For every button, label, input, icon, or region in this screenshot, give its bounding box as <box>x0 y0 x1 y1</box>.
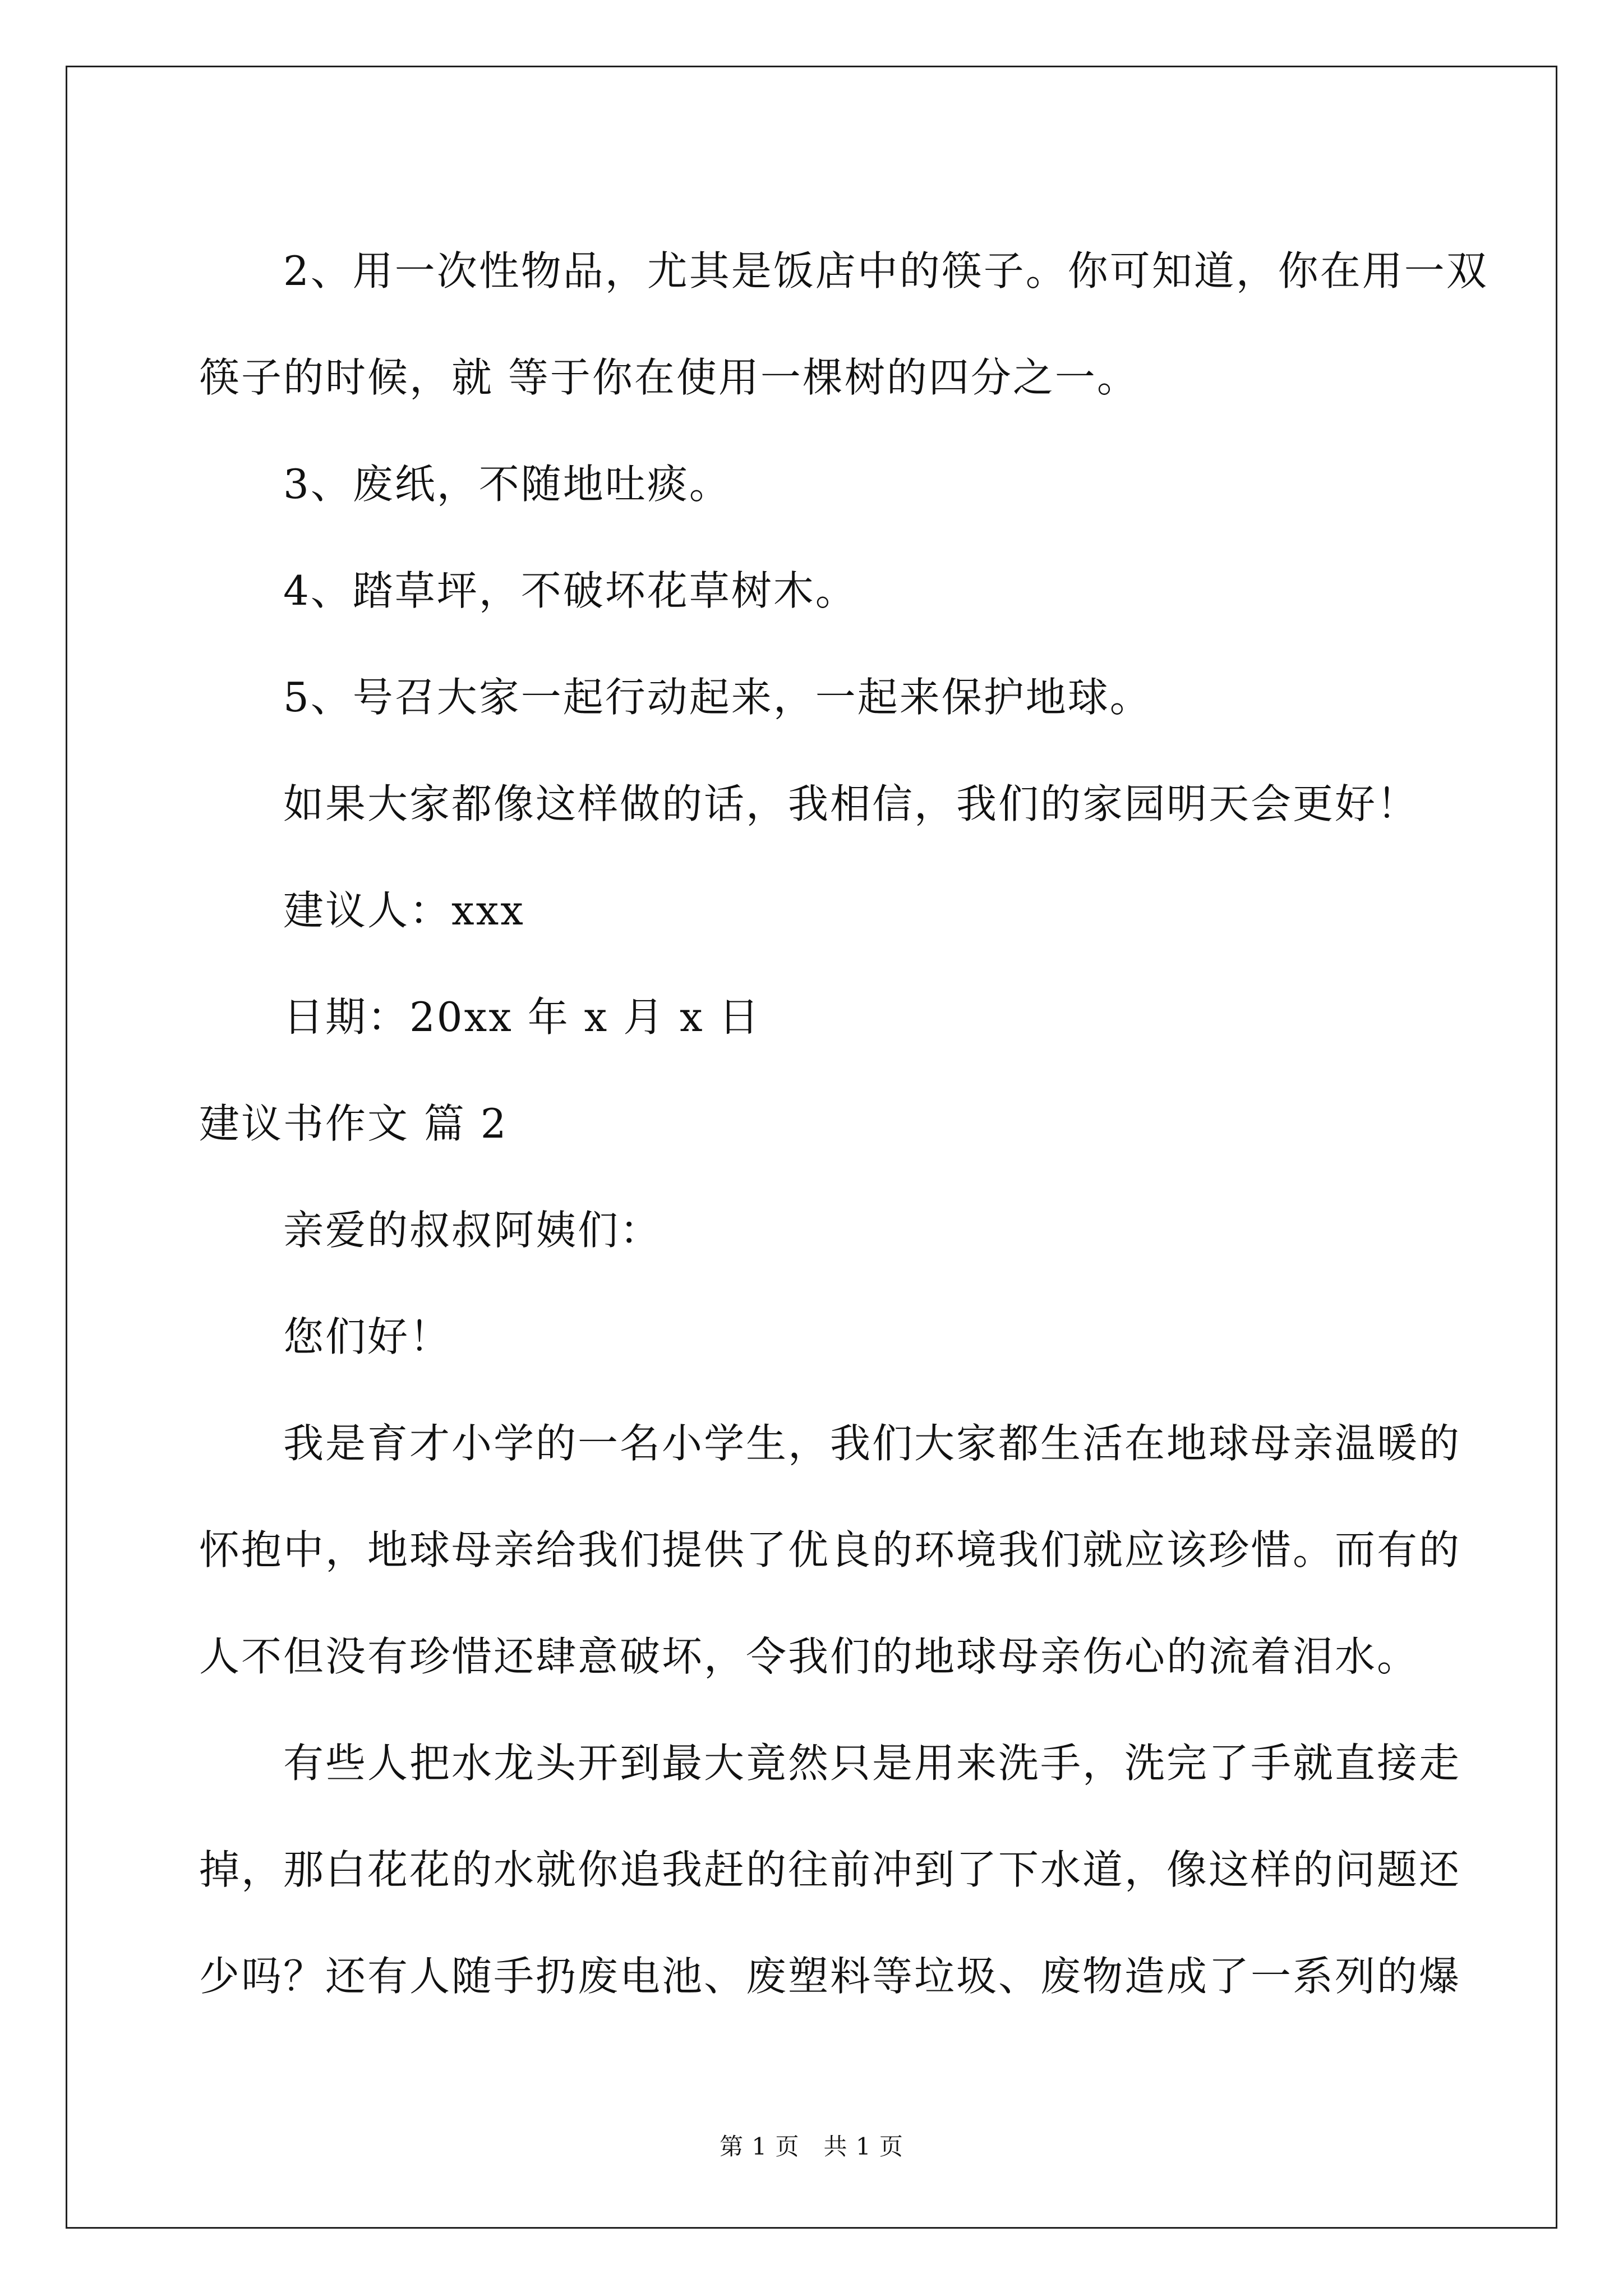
text-line: 人不但没有珍惜还肆意破坏，令我们的地球母亲伤心的流着泪水。 <box>199 1633 1419 1680</box>
text-line: 建议人：xxx <box>283 887 525 934</box>
text-line: 3、废纸，不随地吐痰。 <box>283 461 731 508</box>
text-line: 如果大家都像这样做的话，我相信，我们的家园明天会更好！ <box>283 780 1419 827</box>
text-line: 5、号召大家一起行动起来，一起来保护地球。 <box>283 674 1152 721</box>
text-line: 亲爱的叔叔阿姨们： <box>283 1207 662 1254</box>
text-line: 我是育才小学的一名小学生，我们大家都生活在地球母亲温暖的 <box>283 1420 1461 1467</box>
text-line: 怀抱中，地球母亲给我们提供了优良的环境我们就应该珍惜。而有的 <box>199 1526 1461 1573</box>
text-line: 您们好！ <box>283 1313 452 1360</box>
text-line: 有些人把水龙头开到最大竟然只是用来洗手，洗完了手就直接走 <box>283 1740 1461 1787</box>
text-line: 筷子的时候，就 等于你在使用一棵树的四分之一。 <box>199 354 1139 401</box>
text-line: 少吗？还有人随手扔废电池、废塑料等垃圾、废物造成了一系列的爆 <box>199 1953 1461 2000</box>
document-body <box>199 218 1488 2030</box>
text-line: 4、踏草坪，不破坏花草树木。 <box>283 567 857 614</box>
text-line: 掉，那白花花的水就你追我赶的往前冲到了下水道，像这样的问题还 <box>199 1846 1461 1893</box>
page-number-footer: 第 1 页 共 1 页 <box>720 2133 903 2160</box>
text-line: 日期：20xx 年 x 月 x 日 <box>283 993 761 1041</box>
text-line: 2、用一次性物品，尤其是饭店中的筷子。你可知道，你在用一双 <box>283 247 1488 295</box>
text-line: 建议书作文 篇 2 <box>199 1100 508 1147</box>
